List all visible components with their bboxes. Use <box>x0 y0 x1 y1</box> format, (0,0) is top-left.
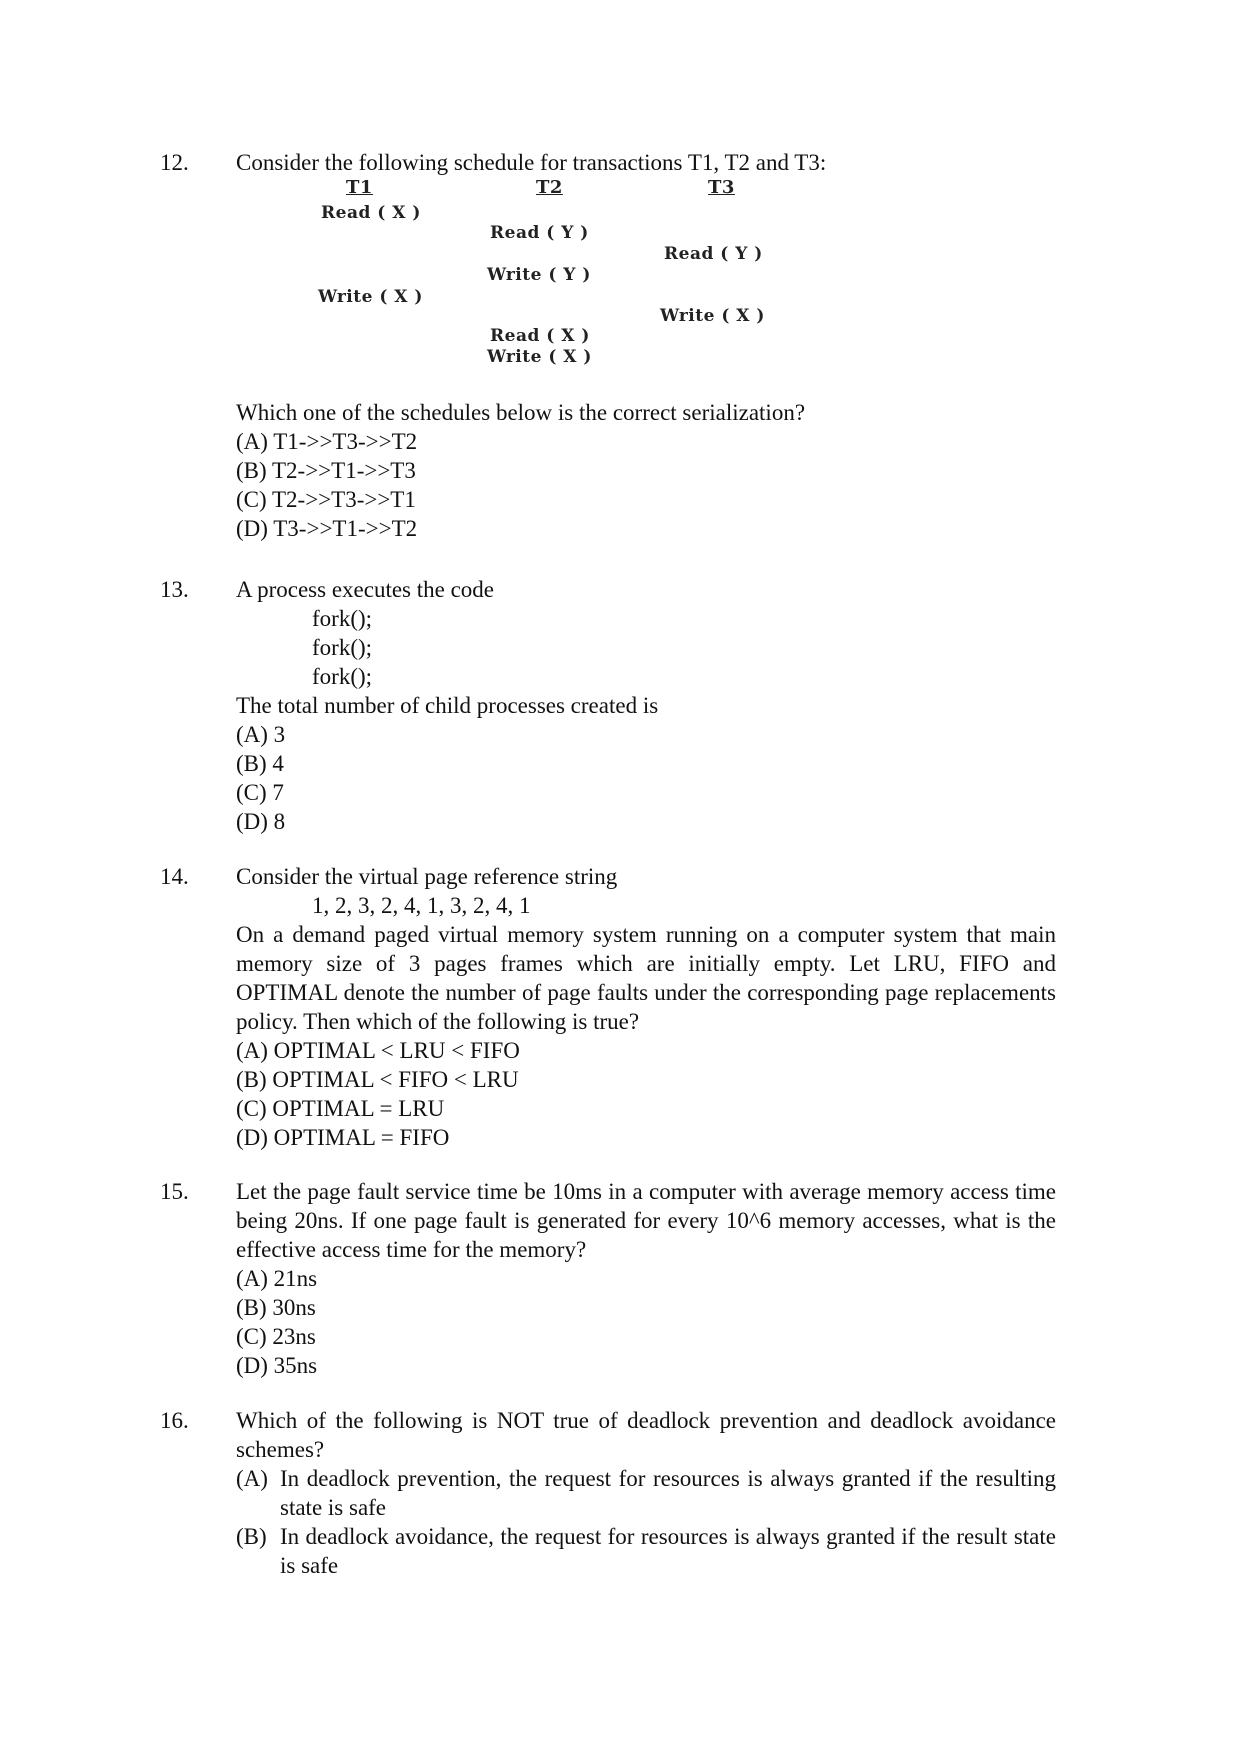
option-a: (A) 3 <box>236 722 286 747</box>
option-c: (C) OPTIMAL = LRU <box>236 1096 445 1121</box>
schedule-op: Read ( X ) <box>321 203 421 223</box>
question-number: 15. <box>160 1179 189 1204</box>
option-c: (C) 23ns <box>236 1324 316 1349</box>
question-paragraph: Which of the following is NOT true of deadlock prevention and deadlock avoidance schemes? <box>236 1408 1056 1462</box>
question-text: The total number of child processes created is <box>236 693 659 718</box>
option-d: (D) OPTIMAL = FIFO <box>236 1125 450 1150</box>
option-d: (D) T3->>T1->>T2 <box>236 516 418 541</box>
code-line: fork(); <box>312 664 373 689</box>
schedule-op: Read ( Y ) <box>664 244 763 264</box>
question-text: Which one of the schedules below is the correct serialization? <box>236 400 806 425</box>
option-a <box>236 1464 1056 1522</box>
question-stem: A process executes the code <box>236 577 495 602</box>
option-label: (A) <box>236 1466 268 1491</box>
option-a: (A) 21ns <box>236 1266 318 1291</box>
reference-string: 1, 2, 3, 2, 4, 1, 3, 2, 4, 1 <box>312 893 531 918</box>
option-d: (D) 35ns <box>236 1353 318 1378</box>
question-number: 12. <box>160 150 189 175</box>
question-stem: Consider the virtual page reference string <box>236 864 618 889</box>
option-text: In deadlock prevention, the request for resources is always granted if the resulting state is safe <box>280 1466 1056 1520</box>
question-number: 14. <box>160 864 189 889</box>
option-b: (B) OPTIMAL < FIFO < LRU <box>236 1067 519 1092</box>
option-a: (A) OPTIMAL < LRU < FIFO <box>236 1038 520 1063</box>
schedule-op: Write ( X ) <box>318 287 423 307</box>
question-number: 16. <box>160 1408 189 1433</box>
option-d: (D) 8 <box>236 809 286 834</box>
option-c: (C) 7 <box>236 780 284 805</box>
option-label: (B) <box>236 1524 267 1549</box>
schedule-op: Write ( X ) <box>660 306 765 326</box>
code-line: fork(); <box>312 635 373 660</box>
schedule-header-t2: T2 <box>536 177 563 198</box>
option-text: In deadlock avoidance, the request for resources is always granted if the result state is safe <box>280 1524 1056 1578</box>
question-paragraph: On a demand paged virtual memory system running on a computer system that main memory size of 3 pages frames which are initially empty. Let LRU, FIFO and OPTIMAL denote the number of page faults under the corresponding page replacements policy. Then which of the following is true? <box>236 922 1056 1034</box>
schedule-header-t1: T1 <box>346 177 373 198</box>
option-b <box>236 1522 1056 1580</box>
option-b: (B) 4 <box>236 751 284 776</box>
question-paragraph: Let the page fault service time be 10ms in a computer with average memory access time being 20ns. If one page fault is generated for every 10^6 memory accesses, what is the effective access time for the memory? <box>236 1179 1056 1262</box>
option-c: (C) T2->>T3->>T1 <box>236 487 416 512</box>
option-b: (B) 30ns <box>236 1295 316 1320</box>
option-a: (A) T1->>T3->>T2 <box>236 429 418 454</box>
question-number: 13. <box>160 577 189 602</box>
schedule-op: Write ( X ) <box>487 347 592 367</box>
schedule-op: Read ( X ) <box>490 326 590 346</box>
schedule-op: Write ( Y ) <box>487 265 591 285</box>
schedule-op: Read ( Y ) <box>490 223 589 243</box>
option-b: (B) T2->>T1->>T3 <box>236 458 416 483</box>
schedule-header-t3: T3 <box>708 177 735 198</box>
code-line: fork(); <box>312 606 373 631</box>
question-stem: Consider the following schedule for transactions T1, T2 and T3: <box>236 150 827 175</box>
